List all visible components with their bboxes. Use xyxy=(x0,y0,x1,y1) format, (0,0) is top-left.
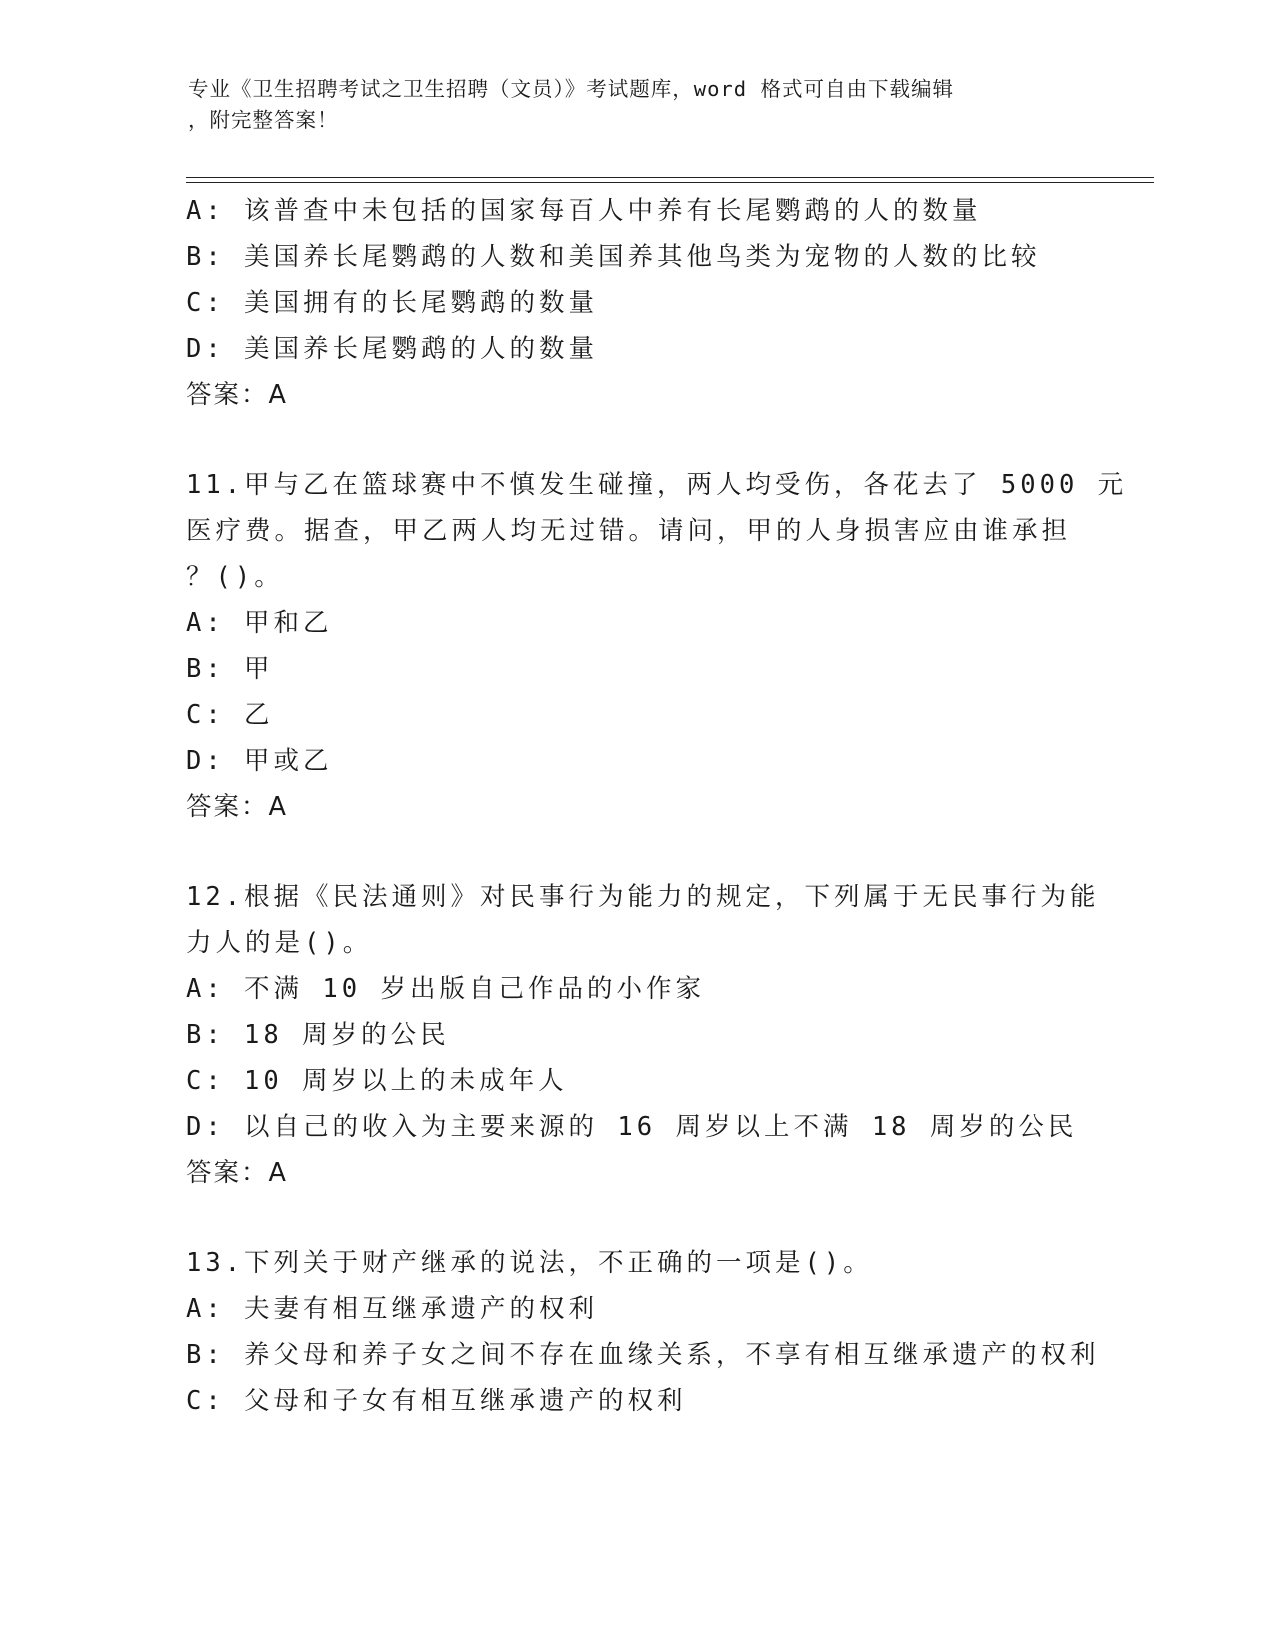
option-c: C: 父母和子女有相互继承遗产的权利 xyxy=(186,1386,687,1416)
answer: 答案：A xyxy=(186,380,288,410)
question-13 xyxy=(186,1240,1100,1424)
answer: 答案：A xyxy=(186,1158,288,1188)
question-stem-line: 力人的是()。 xyxy=(186,928,373,958)
header-divider-top xyxy=(186,177,1154,178)
header-line-2: ，附完整答案！ xyxy=(188,108,339,132)
option-d: D: 美国养长尾鹦鹉的人的数量 xyxy=(186,334,599,364)
header-line-1: 专业《卫生招聘考试之卫生招聘（文员）》考试题库，word 格式可自由下载编辑 xyxy=(188,77,954,101)
option-a: A: 夫妻有相互继承遗产的权利 xyxy=(186,1294,599,1324)
option-b: B: 甲 xyxy=(186,654,274,684)
question-12 xyxy=(186,874,1100,1196)
question-stem-line: 13.下列关于财产继承的说法，不正确的一项是()。 xyxy=(186,1248,873,1278)
page-header xyxy=(188,74,1088,136)
option-a: A: 甲和乙 xyxy=(186,608,333,638)
option-a: A: 该普查中未包括的国家每百人中养有长尾鹦鹉的人的数量 xyxy=(186,196,982,226)
option-b: B: 18 周岁的公民 xyxy=(186,1020,450,1050)
question-11 xyxy=(186,462,1128,830)
question-stem-line: 医疗费。据查，甲乙两人均无过错。请问，甲的人身损害应由谁承担 xyxy=(186,516,1072,546)
question-stem-line: ？()。 xyxy=(186,562,284,592)
option-d: D: 甲或乙 xyxy=(186,746,333,776)
question-stem-line: 12.根据《民法通则》对民事行为能力的规定，下列属于无民事行为能 xyxy=(186,882,1100,912)
question-10-continued xyxy=(186,188,1086,418)
option-c: C: 乙 xyxy=(186,700,274,730)
question-list xyxy=(186,188,1128,1424)
header-divider-bottom xyxy=(186,182,1154,183)
option-c: C: 美国拥有的长尾鹦鹉的数量 xyxy=(186,288,599,318)
option-a: A: 不满 10 岁出版自己作品的小作家 xyxy=(186,974,705,1004)
option-d: D: 以自己的收入为主要来源的 16 周岁以上不满 18 周岁的公民 xyxy=(186,1112,1078,1142)
question-stem-line: 11.甲与乙在篮球赛中不慎发生碰撞，两人均受伤，各花去了 5000 元 xyxy=(186,470,1128,500)
option-c: C: 10 周岁以上的未成年人 xyxy=(186,1066,568,1096)
option-b: B: 美国养长尾鹦鹉的人数和美国养其他鸟类为宠物的人数的比较 xyxy=(186,242,1041,272)
option-b: B: 养父母和养子女之间不存在血缘关系，不享有相互继承遗产的权利 xyxy=(186,1340,1100,1370)
answer: 答案：A xyxy=(186,792,288,822)
